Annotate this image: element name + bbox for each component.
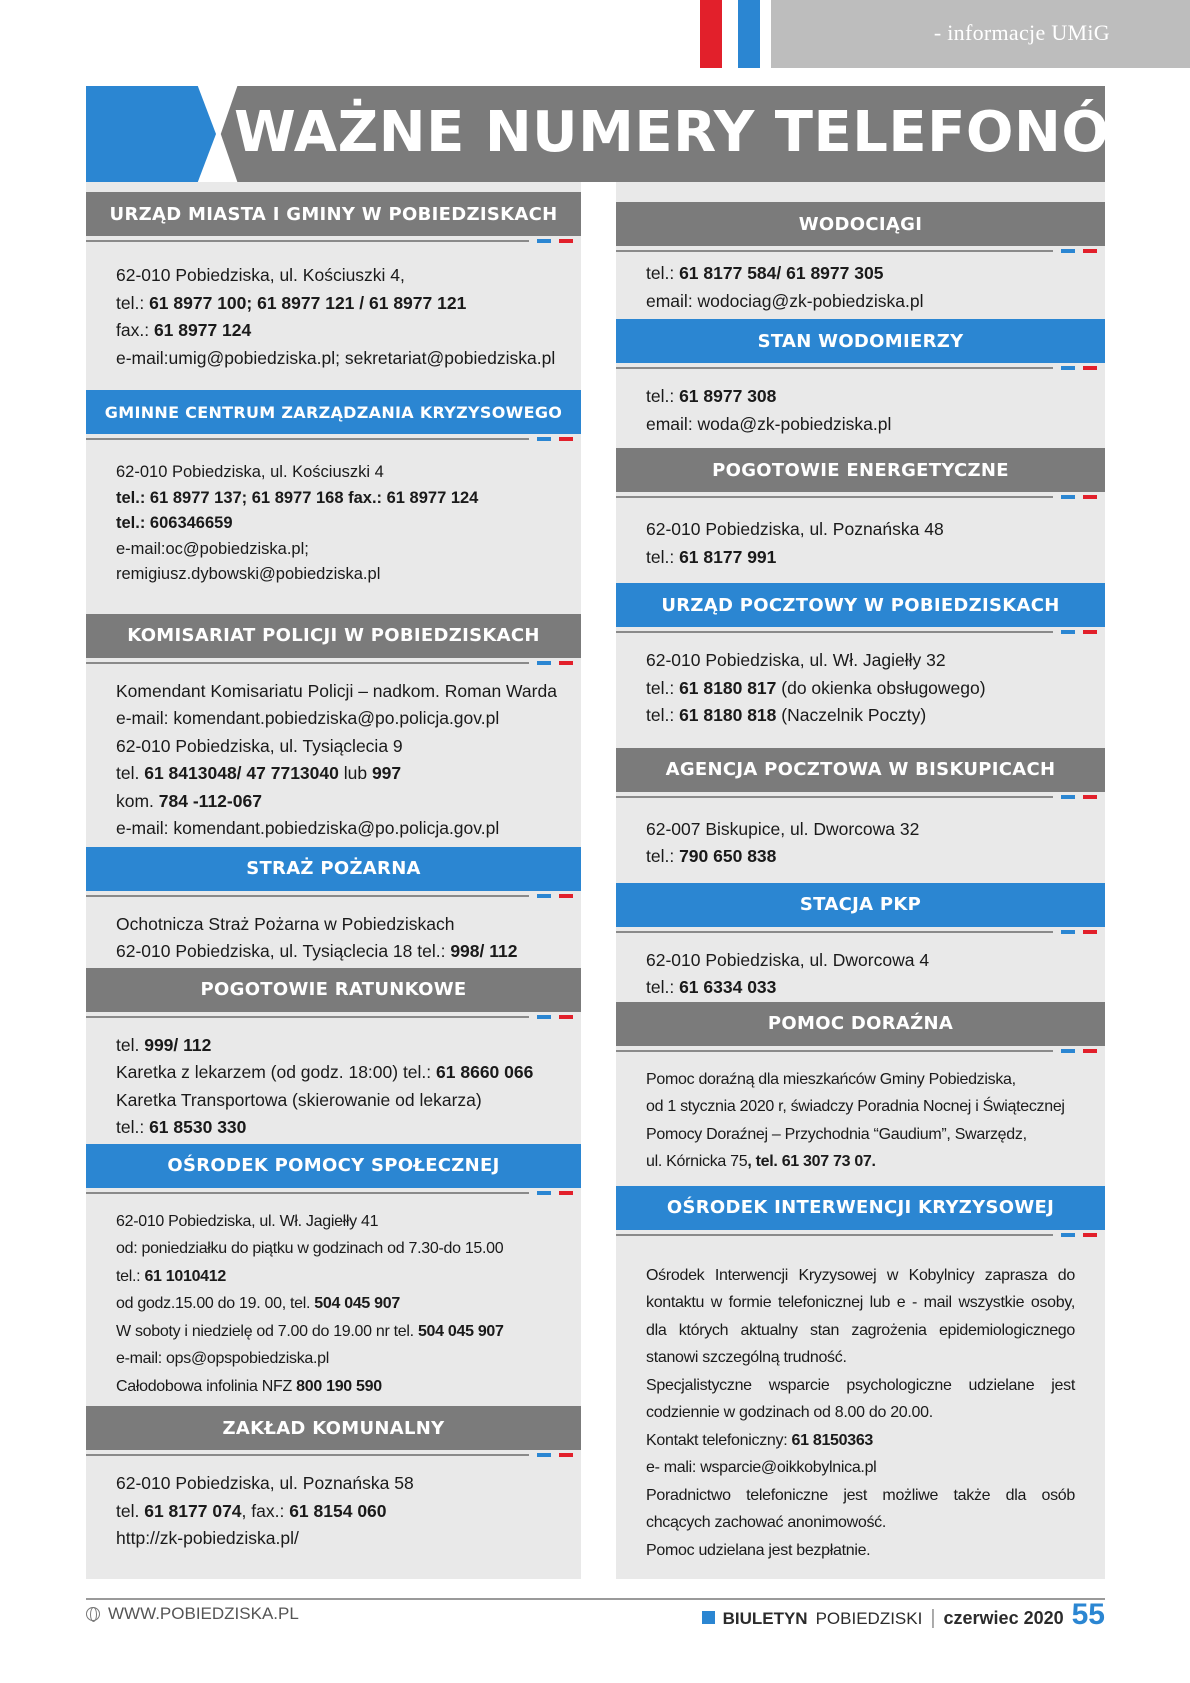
section-header: AGENCJA POCZTOWA W BISKUPICACH (616, 748, 1105, 792)
section-zk (86, 1406, 581, 1567)
publication-name: BIULETYN (722, 1609, 808, 1628)
section-body (616, 637, 1105, 744)
section-body (616, 373, 1105, 452)
text-line: Ochotnicza Straż Pożarna w Pobiedziskach (116, 913, 455, 934)
address-line: 62-010 Pobiedziska, ul. Kościuszki 4 (116, 463, 384, 481)
mobile-line: kom. 784 -112-067 (116, 790, 262, 811)
text-paragraph: Ośrodek Interwencji Kryzysowej w Kobylnicy zaprasza do kontaktu w formie telefonicznej lub e - mail wszystkie osoby, dla których aktualny stan zagrożenia epidemiologicznego stanowi szczególną trudność. (646, 1266, 1075, 1366)
text-line: od 1 stycznia 2020 r, świadczy Poradnia Nocnej i Świątecznej (646, 1098, 1065, 1115)
section-header: GMINNE CENTRUM ZARZĄDZANIA KRYZYSOWEGO (86, 390, 581, 434)
section-header: KOMISARIAT POLICJI W POBIEDZISKACH (86, 614, 581, 658)
section-body (616, 502, 1105, 585)
section-header: URZĄD POCZTOWY W POBIEDZISKACH (616, 583, 1105, 627)
header-rule (616, 927, 1105, 937)
address-line: 62-010 Pobiedziska, ul. Tysiąclecia 9 (116, 735, 403, 756)
section-body (86, 668, 581, 857)
text-line: Komendant Komisariatu Policji – nadkom. Roman Warda (116, 680, 557, 701)
publication-name-suffix: POBIEDZISKI (815, 1609, 923, 1628)
address-line: 62-007 Biskupice, ul. Dworcowa 32 (646, 818, 920, 839)
header-rule (86, 236, 581, 246)
phone-line: od godz.15.00 do 19. 00, tel. 504 045 907 (116, 1295, 400, 1312)
phone-line: tel.: 61 8977 308 (646, 386, 777, 406)
phone-line: tel.: 61 8977 137; 61 8977 168 fax.: 61 8977 124 (116, 488, 479, 507)
phone-line: ul. Kórnicka 75, tel. 61 307 73 07. (646, 1153, 876, 1170)
text-paragraph: Poradnictwo telefoniczne jest możliwe także dla osób chcących zachować anonimowość. (646, 1486, 1075, 1531)
section-oik (616, 1186, 1105, 1579)
section-header: WODOCIĄGI (616, 202, 1105, 246)
text-line: Karetka Transportowa (skierowanie od lekarza) (116, 1089, 482, 1110)
phone-line: tel.: 61 8177 991 (646, 546, 777, 567)
phone-line: 62-010 Pobiedziska, ul. Tysiąclecia 18 tel.: 998/ 112 (116, 941, 518, 961)
phone-line: Całodobowa infolinia NFZ 800 190 590 (116, 1377, 382, 1395)
section-body (86, 1198, 581, 1415)
section-header: OŚRODEK POMOCY SPOŁECZNEJ (86, 1144, 581, 1188)
text-line: Pomoc udzielana jest bezpłatnie. (646, 1541, 871, 1559)
email-line[interactable]: email: wodociag@zk-pobiedziska.pl (646, 290, 924, 311)
section-poczta (616, 583, 1105, 744)
section-header: STAN WODOMIERZY (616, 319, 1105, 363)
address-line: 62-010 Pobiedziska, ul. Poznańska 48 (646, 519, 944, 539)
section-pkp (616, 883, 1105, 1016)
email-line[interactable]: e-mail: ops@opspobiedziska.pl (116, 1350, 329, 1367)
section-header: ZAKŁAD KOMUNALNY (86, 1406, 581, 1450)
header-rule (86, 1188, 581, 1198)
email-line[interactable]: e-mail:oc@pobiedziska.pl; (116, 539, 309, 558)
section-body (616, 802, 1105, 885)
section-dorazna (616, 1002, 1105, 1190)
email-line[interactable]: e-mail: komendant.pobiedziska@po.policja.gov.pl (116, 818, 500, 838)
blue-square-icon (702, 1611, 715, 1624)
section-header: POGOTOWIE RATUNKOWE (86, 968, 581, 1012)
header-rule (616, 627, 1105, 637)
title-blue-arrow (86, 86, 216, 182)
phone-line: tel.: 61 8977 100; 61 8977 121 / 61 8977 121 (116, 292, 467, 313)
section-wodociagi (616, 182, 1105, 329)
email-line[interactable]: e-mail:umig@pobiedziska.pl; sekretariat@pobiedziska.pl (116, 347, 556, 368)
phone-line: Karetka z lekarzem (od godz. 18:00) tel.: 61 8660 066 (116, 1062, 534, 1082)
text-line: Pomoc doraźną dla mieszkańców Gminy Pobiedziska, (646, 1070, 1016, 1088)
section-umig (86, 182, 581, 386)
section-header: URZĄD MIASTA I GMINY W POBIEDZISKACH (86, 192, 581, 236)
header-rule (86, 891, 581, 901)
phone-line: tel.: 61 8180 817 (do okienka obsługowego) (646, 677, 986, 698)
section-energetyczne (616, 448, 1105, 585)
address-line: 62-010 Pobiedziska, ul. Wł. Jagiełły 32 (646, 650, 946, 670)
header-rule (616, 1046, 1105, 1056)
text-line: Pomocy Doraźnej – Przychodnia “Gaudium”, Swarzędz, (646, 1125, 1027, 1143)
page-number: 55 (1071, 1598, 1105, 1631)
footer-publication (702, 1598, 1105, 1632)
section-body (86, 444, 581, 602)
header-rule (616, 492, 1105, 502)
address-line: 62-010 Pobiedziska, ul. Poznańska 58 (116, 1473, 414, 1493)
section-gczk (86, 390, 581, 602)
page-title: WAŻNE NUMERY TELEFONÓW (234, 100, 1172, 165)
header-rule (86, 658, 581, 668)
hours-line: od: poniedziałku do piątku w godzinach od 7.30-do 15.00 (116, 1240, 504, 1257)
phone-line: Kontakt telefoniczny: 61 8150363 (646, 1431, 874, 1449)
footer-separator: | (930, 1607, 936, 1629)
header-rule (86, 434, 581, 444)
phone-line: tel.: 61 6334 033 (646, 977, 777, 997)
section-header: STACJA PKP (616, 883, 1105, 927)
header-rule (616, 1230, 1105, 1240)
section-body (86, 1022, 581, 1156)
section-body (86, 246, 581, 386)
section-body (616, 1240, 1105, 1579)
email-line[interactable]: e-mail: komendant.pobiedziska@po.policja.gov.pl (116, 708, 500, 728)
globe-icon (86, 1607, 100, 1621)
header-rule (616, 246, 1105, 256)
section-body (86, 1460, 581, 1567)
address-line: 62-010 Pobiedziska, ul. Kościuszki 4, (116, 265, 405, 285)
header-rule (86, 1012, 581, 1022)
left-column (86, 182, 581, 1579)
phone-line: tel. 999/ 112 (116, 1034, 212, 1055)
section-ops (86, 1144, 581, 1415)
footer-website[interactable] (86, 1604, 299, 1624)
website-link[interactable]: WWW.POBIEDZISKA.PL (108, 1604, 299, 1623)
section-agencja (616, 748, 1105, 885)
address-line: 62-010 Pobiedziska, ul. Dworcowa 4 (646, 949, 930, 970)
phone-line: tel.: 61 8530 330 (116, 1117, 247, 1137)
section-pogotowie (86, 968, 581, 1156)
right-column (616, 182, 1105, 1579)
section-header: OŚRODEK INTERWENCJI KRYZYSOWEJ (616, 1186, 1105, 1230)
email-line[interactable]: email: woda@zk-pobiedziska.pl (646, 413, 892, 434)
text-paragraph: Specjalistyczne wsparcie psychologiczne udzielane jest codziennie w godzinach od 8.00 do 20.00. (646, 1376, 1075, 1421)
top-red-strip (700, 0, 722, 68)
section-label: - informacje UMiG (933, 20, 1110, 45)
phone-line: tel.: 61 8180 818 (Naczelnik Poczty) (646, 705, 927, 725)
section-header: STRAŻ POŻARNA (86, 847, 581, 891)
phone-line: W soboty i niedzielę od 7.00 do 19.00 nr tel. 504 045 907 (116, 1322, 504, 1340)
section-body (616, 1056, 1105, 1190)
fax-line: fax.: 61 8977 124 (116, 320, 252, 340)
phone-line: tel.: 790 650 838 (646, 846, 777, 866)
email-line[interactable]: e- mali: wsparcie@oikkobylnica.pl (646, 1459, 877, 1476)
section-wodomierze (616, 319, 1105, 452)
phone-line: tel.: 606346659 (116, 514, 233, 532)
section-policja (86, 614, 581, 857)
email-line[interactable]: remigiusz.dybowski@pobiedziska.pl (116, 565, 381, 583)
website-link[interactable]: http://zk-pobiedziska.pl/ (116, 1528, 299, 1548)
top-section-band (771, 0, 1190, 68)
phone-line: tel.: 61 1010412 (116, 1267, 226, 1285)
header-rule (616, 363, 1105, 373)
header-rule (86, 1450, 581, 1460)
issue-date: czerwiec 2020 (943, 1608, 1064, 1628)
title-banner (86, 86, 1172, 182)
top-blue-strip (738, 0, 760, 68)
phone-line: tel. 61 8177 074, fax.: 61 8154 060 (116, 1500, 387, 1521)
address-line: 62-010 Pobiedziska, ul. Wł. Jagiełły 41 (116, 1212, 379, 1230)
phone-line: tel.: 61 8177 584/ 61 8977 305 (646, 263, 884, 283)
section-straz (86, 847, 581, 980)
header-rule (616, 792, 1105, 802)
section-header: POGOTOWIE ENERGETYCZNE (616, 448, 1105, 492)
section-header: POMOC DORAŹNA (616, 1002, 1105, 1046)
phone-line: tel. 61 8413048/ 47 7713040 lub 997 (116, 763, 402, 783)
